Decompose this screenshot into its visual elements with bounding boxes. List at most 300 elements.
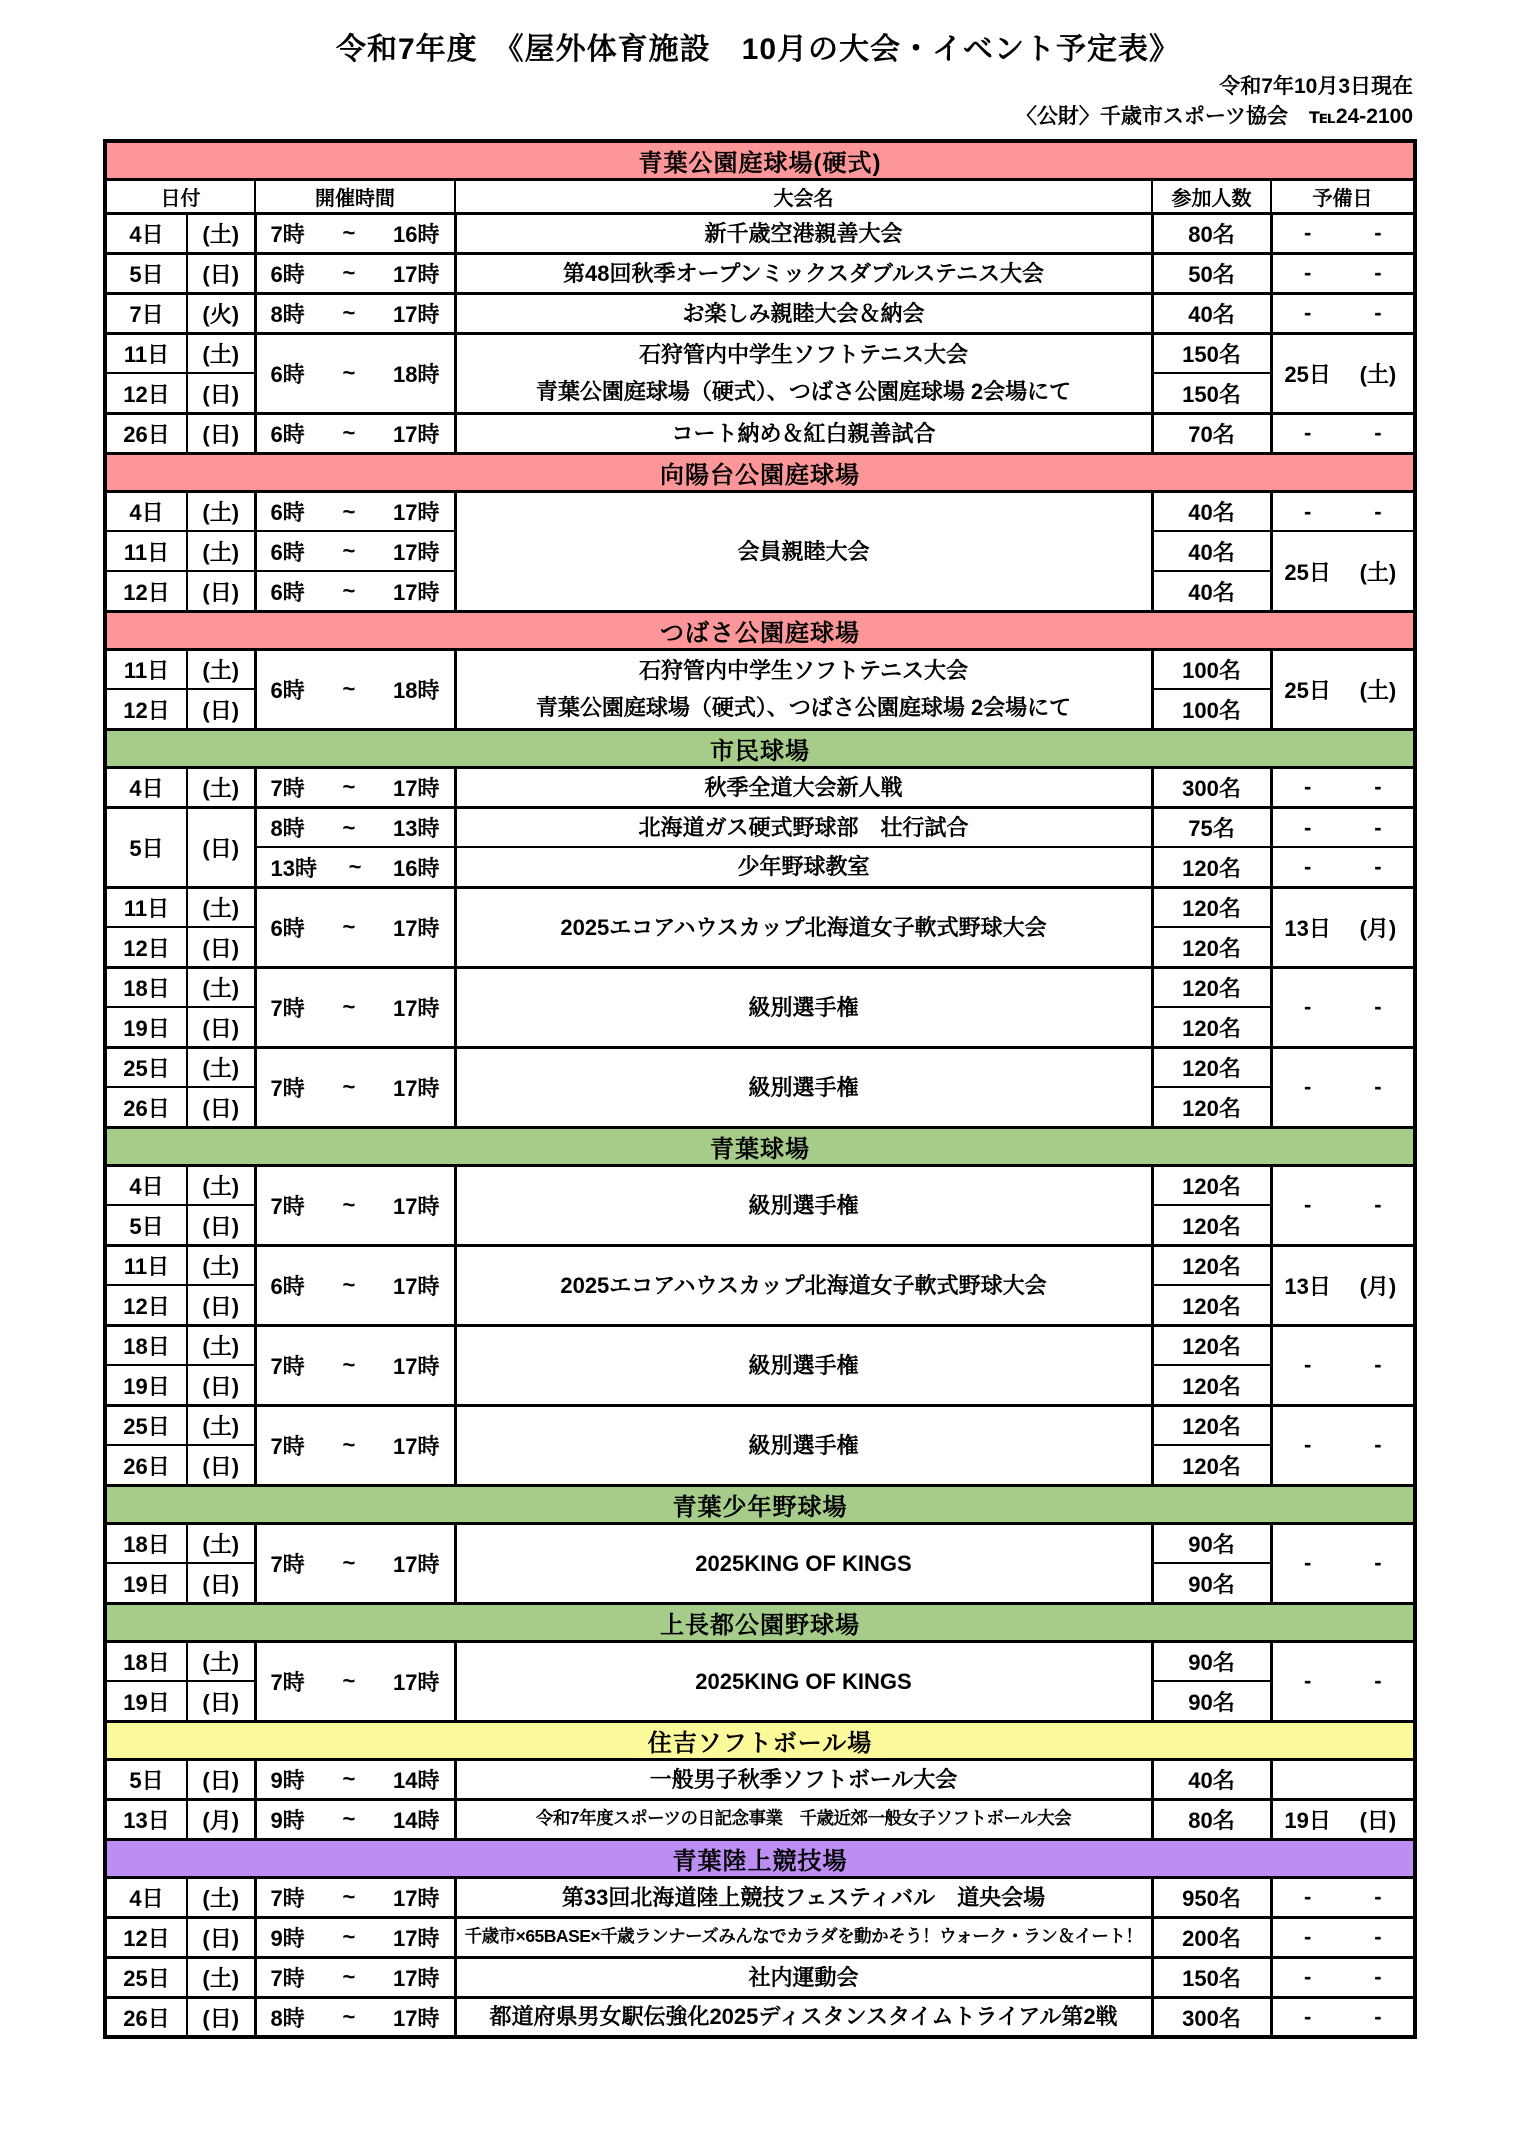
time-separator: ~ bbox=[342, 420, 356, 446]
date-day-cell: 25日 bbox=[105, 1957, 187, 1997]
time-value: 7時 bbox=[270, 1193, 305, 1219]
reserve-part: - bbox=[1374, 2004, 1382, 2030]
participants-cell: 120名 bbox=[1152, 1445, 1271, 1485]
time-separator: ~ bbox=[342, 1806, 356, 1832]
reserve-date-cell bbox=[1271, 1047, 1415, 1127]
reserve-date-cell bbox=[1271, 1641, 1415, 1721]
time-cell bbox=[255, 1799, 455, 1839]
time-value: 17時 bbox=[393, 579, 440, 605]
date-day-cell: 12日 bbox=[105, 689, 187, 729]
reserve-date-cell bbox=[1271, 807, 1415, 847]
date-day-cell: 11日 bbox=[105, 887, 187, 927]
schedule-row bbox=[105, 767, 1415, 807]
reserve-part: - bbox=[1374, 814, 1382, 840]
reserve-part: - bbox=[1303, 1668, 1312, 1694]
schedule-row bbox=[105, 1245, 1415, 1285]
date-weekday-cell: (土) bbox=[187, 1165, 255, 1205]
event-name-cell bbox=[455, 1759, 1152, 1799]
event-name-cell bbox=[455, 413, 1152, 453]
time-separator: ~ bbox=[342, 676, 356, 702]
event-line: 新千歳空港親善大会 bbox=[704, 220, 903, 246]
date-weekday-cell: (土) bbox=[187, 213, 255, 253]
event-name-cell bbox=[455, 491, 1152, 611]
date-weekday-cell: (土) bbox=[187, 1641, 255, 1681]
event-line: 一般男子秋季ソフトボール大会 bbox=[649, 1766, 958, 1792]
time-value: 6時 bbox=[270, 677, 305, 703]
participants-cell: 120名 bbox=[1152, 927, 1271, 967]
date-weekday-cell: (日) bbox=[187, 413, 255, 453]
schedule-row bbox=[105, 1997, 1415, 2037]
time-value: 16時 bbox=[393, 221, 440, 247]
time-value: 17時 bbox=[393, 1353, 440, 1379]
date-weekday-cell: (土) bbox=[187, 491, 255, 531]
event-name-cell bbox=[455, 807, 1152, 847]
event-line: 北海道ガス硬式野球部 壮行試合 bbox=[638, 814, 969, 840]
event-name-cell bbox=[455, 1957, 1152, 1997]
column-header-event: 大会名 bbox=[455, 179, 1152, 213]
reserve-date-cell bbox=[1271, 531, 1415, 611]
participants-cell: 120名 bbox=[1152, 1405, 1271, 1445]
schedule-row bbox=[105, 1523, 1415, 1563]
time-cell bbox=[255, 887, 455, 967]
participants-cell: 150名 bbox=[1152, 373, 1271, 413]
reserve-date-cell bbox=[1271, 491, 1415, 531]
reserve-part: - bbox=[1374, 1432, 1382, 1458]
time-value: 7時 bbox=[270, 1433, 305, 1459]
schedule-row bbox=[105, 253, 1415, 293]
participants-cell: 80名 bbox=[1152, 213, 1271, 253]
time-value: 8時 bbox=[270, 2005, 305, 2031]
event-line: 会員親睦大会 bbox=[737, 538, 870, 564]
date-weekday-cell: (日) bbox=[187, 1205, 255, 1245]
time-value: 9時 bbox=[270, 1807, 305, 1833]
participants-cell: 100名 bbox=[1152, 689, 1271, 729]
event-line: 令和7年度スポーツの日記念事業 千歳近郊一般女子ソフトボール大会 bbox=[535, 1808, 1072, 1829]
participants-cell: 120名 bbox=[1152, 967, 1271, 1007]
time-value: 17時 bbox=[393, 1551, 440, 1577]
event-line: 秋季全道大会新人戦 bbox=[704, 774, 903, 800]
date-day-cell: 18日 bbox=[105, 1523, 187, 1563]
reserve-date-cell bbox=[1271, 253, 1415, 293]
time-separator: ~ bbox=[342, 1192, 356, 1218]
date-weekday-cell: (日) bbox=[187, 1917, 255, 1957]
reserve-part: - bbox=[1374, 498, 1382, 524]
header-right-info bbox=[103, 72, 1413, 133]
time-cell bbox=[255, 1405, 455, 1485]
event-line: 2025KING OF KINGS bbox=[695, 1550, 912, 1576]
date-weekday-cell: (土) bbox=[187, 1405, 255, 1445]
time-value: 17時 bbox=[393, 995, 440, 1021]
reserve-part: (月) bbox=[1359, 1273, 1397, 1299]
reserve-part: (土) bbox=[1359, 361, 1397, 387]
date-day-cell: 4日 bbox=[105, 1877, 187, 1917]
time-value: 6時 bbox=[270, 1273, 305, 1299]
reserve-date-cell bbox=[1271, 413, 1415, 453]
reserve-part: (月) bbox=[1359, 915, 1397, 941]
time-value: 13時 bbox=[393, 816, 440, 842]
schedule-row bbox=[105, 1917, 1415, 1957]
time-cell bbox=[255, 1997, 455, 2037]
participants-cell: 120名 bbox=[1152, 1165, 1271, 1205]
schedule-row bbox=[105, 293, 1415, 333]
date-day-cell: 13日 bbox=[105, 1799, 187, 1839]
time-separator: ~ bbox=[342, 1352, 356, 1378]
time-value: 17時 bbox=[393, 539, 440, 565]
schedule-row bbox=[105, 1325, 1415, 1365]
reserve-date-cell bbox=[1271, 1245, 1415, 1325]
participants-cell: 120名 bbox=[1152, 1047, 1271, 1087]
time-separator: ~ bbox=[342, 1964, 356, 1990]
time-value: 14時 bbox=[393, 1807, 440, 1833]
participants-cell: 120名 bbox=[1152, 1205, 1271, 1245]
time-cell bbox=[255, 253, 455, 293]
time-separator: ~ bbox=[342, 260, 356, 286]
reserve-part: - bbox=[1303, 854, 1312, 880]
event-name-cell bbox=[455, 213, 1152, 253]
event-name-cell bbox=[455, 1165, 1152, 1245]
time-cell bbox=[255, 571, 455, 611]
event-line: お楽しみ親睦大会＆納会 bbox=[682, 300, 925, 326]
time-separator: ~ bbox=[342, 2004, 356, 2030]
time-value: 7時 bbox=[270, 1669, 305, 1695]
date-day-cell: 12日 bbox=[105, 927, 187, 967]
participants-cell: 40名 bbox=[1152, 1759, 1271, 1799]
time-value: 17時 bbox=[393, 1273, 440, 1299]
date-weekday-cell: (日) bbox=[187, 807, 255, 887]
participants-cell: 120名 bbox=[1152, 887, 1271, 927]
date-weekday-cell: (土) bbox=[187, 967, 255, 1007]
column-header-reserve: 予備日 bbox=[1271, 179, 1415, 213]
time-value: 17時 bbox=[393, 1885, 440, 1911]
reserve-part: - bbox=[1374, 774, 1382, 800]
reserve-part: - bbox=[1374, 1668, 1382, 1694]
time-separator: ~ bbox=[342, 1924, 356, 1950]
time-separator: ~ bbox=[342, 994, 356, 1020]
date-day-cell: 5日 bbox=[105, 1205, 187, 1245]
date-day-cell: 11日 bbox=[105, 333, 187, 373]
date-weekday-cell: (土) bbox=[187, 1877, 255, 1917]
event-name-cell bbox=[455, 1245, 1152, 1325]
reserve-date-cell bbox=[1271, 1405, 1415, 1485]
date-weekday-cell: (土) bbox=[187, 1047, 255, 1087]
time-separator: ~ bbox=[342, 1272, 356, 1298]
event-name-cell bbox=[455, 1799, 1152, 1839]
date-day-cell: 25日 bbox=[105, 1047, 187, 1087]
date-day-cell: 4日 bbox=[105, 491, 187, 531]
date-weekday-cell: (日) bbox=[187, 1007, 255, 1047]
date-day-cell: 19日 bbox=[105, 1681, 187, 1721]
reserve-part: - bbox=[1374, 994, 1382, 1020]
schedule-row bbox=[105, 213, 1415, 253]
reserve-part: - bbox=[1374, 1964, 1382, 1990]
date-weekday-cell: (日) bbox=[187, 1445, 255, 1485]
time-value: 7時 bbox=[270, 1353, 305, 1379]
reserve-date-cell bbox=[1271, 333, 1415, 413]
time-value: 17時 bbox=[393, 1193, 440, 1219]
schedule-row bbox=[105, 1957, 1415, 1997]
date-day-cell: 26日 bbox=[105, 413, 187, 453]
event-name-cell bbox=[455, 967, 1152, 1047]
time-value: 17時 bbox=[393, 500, 440, 526]
time-cell bbox=[255, 1245, 455, 1325]
date-weekday-cell: (土) bbox=[187, 1245, 255, 1285]
time-cell bbox=[255, 1165, 455, 1245]
reserve-date-cell bbox=[1271, 1917, 1415, 1957]
participants-cell: 120名 bbox=[1152, 1007, 1271, 1047]
time-cell bbox=[255, 847, 455, 887]
schedule-row bbox=[105, 333, 1415, 373]
event-line: 2025KING OF KINGS bbox=[695, 1668, 912, 1694]
participants-cell: 300名 bbox=[1152, 1997, 1271, 2037]
time-cell bbox=[255, 333, 455, 413]
reserve-part: - bbox=[1303, 300, 1312, 326]
date-weekday-cell: (日) bbox=[187, 1759, 255, 1799]
reserve-part: - bbox=[1303, 1192, 1312, 1218]
time-cell bbox=[255, 491, 455, 531]
time-cell bbox=[255, 1917, 455, 1957]
event-name-cell bbox=[455, 1405, 1152, 1485]
date-day-cell: 12日 bbox=[105, 373, 187, 413]
time-separator: ~ bbox=[342, 774, 356, 800]
time-cell bbox=[255, 213, 455, 253]
event-line: 青葉公園庭球場（硬式）、つばさ公園庭球場 2会場にて bbox=[535, 695, 1072, 721]
date-day-cell: 12日 bbox=[105, 1285, 187, 1325]
reserve-date-cell bbox=[1271, 1957, 1415, 1997]
date-day-cell: 12日 bbox=[105, 571, 187, 611]
section-header: つばさ公園庭球場 bbox=[105, 611, 1415, 649]
date-day-cell: 11日 bbox=[105, 649, 187, 689]
reserve-part: - bbox=[1374, 420, 1382, 446]
date-weekday-cell: (日) bbox=[187, 373, 255, 413]
time-value: 17時 bbox=[393, 1925, 440, 1951]
time-separator: ~ bbox=[342, 1766, 356, 1792]
reserve-date-cell bbox=[1271, 967, 1415, 1047]
time-separator: ~ bbox=[342, 914, 356, 940]
time-value: 7時 bbox=[270, 221, 305, 247]
event-line: 青葉公園庭球場（硬式）、つばさ公園庭球場 2会場にて bbox=[535, 379, 1072, 405]
participants-cell: 200名 bbox=[1152, 1917, 1271, 1957]
event-line: 石狩管内中学生ソフトテニス大会 bbox=[638, 658, 969, 684]
reserve-part: (土) bbox=[1359, 677, 1397, 703]
schedule-row bbox=[105, 1759, 1415, 1799]
reserve-date-cell bbox=[1271, 1325, 1415, 1405]
reserve-date-cell bbox=[1271, 1759, 1415, 1799]
reserve-date-cell bbox=[1271, 887, 1415, 967]
event-line: 第48回秋季オープンミックスダブルステニス大会 bbox=[563, 260, 1044, 286]
participants-cell: 100名 bbox=[1152, 649, 1271, 689]
reserve-part: - bbox=[1303, 1352, 1312, 1378]
reserve-part: - bbox=[1374, 1192, 1382, 1218]
time-value: 18時 bbox=[393, 361, 440, 387]
schedule-table bbox=[103, 139, 1417, 2040]
reserve-part: - bbox=[1303, 1074, 1312, 1100]
date-day-cell: 4日 bbox=[105, 767, 187, 807]
column-header-date: 日付 bbox=[105, 179, 255, 213]
organization-phone-note: 〈公財〉千歳市スポーツ協会 ℡24-2100 bbox=[1015, 105, 1413, 129]
time-separator: ~ bbox=[342, 578, 356, 604]
participants-cell: 150名 bbox=[1152, 333, 1271, 373]
time-value: 7時 bbox=[270, 1551, 305, 1577]
event-line: 級別選手権 bbox=[748, 1352, 859, 1378]
schedule-row bbox=[105, 967, 1415, 1007]
time-value: 17時 bbox=[393, 1075, 440, 1101]
schedule-row bbox=[105, 1877, 1415, 1917]
participants-cell: 90名 bbox=[1152, 1563, 1271, 1603]
reserve-part: - bbox=[1303, 220, 1312, 246]
time-value: 9時 bbox=[270, 1767, 305, 1793]
time-value: 17時 bbox=[393, 301, 440, 327]
participants-cell: 120名 bbox=[1152, 1087, 1271, 1127]
participants-cell: 120名 bbox=[1152, 847, 1271, 887]
time-value: 14時 bbox=[393, 1767, 440, 1793]
event-line: コート納め＆紅白親善試合 bbox=[671, 420, 936, 446]
current-date-note: 令和7年10月3日現在 bbox=[1219, 75, 1413, 98]
section-header: 青葉球場 bbox=[105, 1127, 1415, 1165]
event-name-cell bbox=[455, 649, 1152, 729]
event-name-cell bbox=[455, 253, 1152, 293]
date-weekday-cell: (日) bbox=[187, 689, 255, 729]
time-cell bbox=[255, 413, 455, 453]
column-header-time: 開催時間 bbox=[255, 179, 455, 213]
schedule-row bbox=[105, 1047, 1415, 1087]
participants-cell: 70名 bbox=[1152, 413, 1271, 453]
time-value: 7時 bbox=[270, 1965, 305, 1991]
reserve-part: - bbox=[1374, 300, 1382, 326]
participants-cell: 300名 bbox=[1152, 767, 1271, 807]
reserve-part: 25日 bbox=[1284, 677, 1331, 703]
date-weekday-cell: (土) bbox=[187, 1957, 255, 1997]
event-name-cell bbox=[455, 1997, 1152, 2037]
reserve-part: 13日 bbox=[1284, 915, 1331, 941]
date-weekday-cell: (土) bbox=[187, 333, 255, 373]
date-day-cell: 19日 bbox=[105, 1563, 187, 1603]
reserve-part: 13日 bbox=[1284, 1273, 1331, 1299]
participants-cell: 40名 bbox=[1152, 293, 1271, 333]
event-name-cell bbox=[455, 1523, 1152, 1603]
time-value: 16時 bbox=[393, 855, 440, 881]
column-header-participants: 参加人数 bbox=[1152, 179, 1271, 213]
schedule-row bbox=[105, 1405, 1415, 1445]
time-separator: ~ bbox=[342, 220, 356, 246]
time-separator: ~ bbox=[342, 498, 356, 524]
date-weekday-cell: (日) bbox=[187, 253, 255, 293]
reserve-part: 19日 bbox=[1284, 1807, 1331, 1833]
participants-cell: 120名 bbox=[1152, 1245, 1271, 1285]
schedule-row bbox=[105, 807, 1415, 847]
time-value: 6時 bbox=[270, 579, 305, 605]
date-weekday-cell: (月) bbox=[187, 1799, 255, 1839]
time-value: 9時 bbox=[270, 1925, 305, 1951]
section-header: 青葉陸上競技場 bbox=[105, 1839, 1415, 1877]
event-line: 都道府県男女駅伝強化2025ディスタンスタイムトライアル第2戦 bbox=[489, 2004, 1118, 2030]
reserve-part: - bbox=[1374, 1074, 1382, 1100]
reserve-part: - bbox=[1374, 220, 1382, 246]
reserve-part: - bbox=[1374, 854, 1382, 880]
date-weekday-cell: (土) bbox=[187, 1325, 255, 1365]
time-cell bbox=[255, 807, 455, 847]
time-value: 13時 bbox=[270, 855, 317, 881]
time-value: 17時 bbox=[393, 1965, 440, 1991]
participants-cell: 120名 bbox=[1152, 1365, 1271, 1405]
reserve-part: - bbox=[1303, 1884, 1312, 1910]
reserve-part: - bbox=[1303, 420, 1312, 446]
reserve-date-cell bbox=[1271, 767, 1415, 807]
time-value: 6時 bbox=[270, 500, 305, 526]
time-value: 6時 bbox=[270, 261, 305, 287]
time-value: 17時 bbox=[393, 421, 440, 447]
time-cell bbox=[255, 1523, 455, 1603]
section-header: 青葉少年野球場 bbox=[105, 1485, 1415, 1523]
time-value: 6時 bbox=[270, 361, 305, 387]
section-header: 向陽台公園庭球場 bbox=[105, 453, 1415, 491]
date-day-cell: 11日 bbox=[105, 1245, 187, 1285]
date-day-cell: 26日 bbox=[105, 1445, 187, 1485]
date-day-cell: 19日 bbox=[105, 1007, 187, 1047]
date-day-cell: 25日 bbox=[105, 1405, 187, 1445]
document-header bbox=[0, 0, 1513, 139]
time-cell bbox=[255, 1047, 455, 1127]
reserve-date-cell bbox=[1271, 1799, 1415, 1839]
reserve-part: - bbox=[1303, 260, 1312, 286]
event-line: 石狩管内中学生ソフトテニス大会 bbox=[638, 342, 969, 368]
reserve-part: - bbox=[1303, 1432, 1312, 1458]
schedule-row bbox=[105, 413, 1415, 453]
date-day-cell: 5日 bbox=[105, 807, 187, 887]
time-value: 6時 bbox=[270, 915, 305, 941]
participants-cell: 40名 bbox=[1152, 531, 1271, 571]
participants-cell: 90名 bbox=[1152, 1523, 1271, 1563]
time-cell bbox=[255, 1877, 455, 1917]
event-line: 社内運動会 bbox=[748, 1964, 859, 1990]
schedule-row bbox=[105, 649, 1415, 689]
time-value: 7時 bbox=[270, 1075, 305, 1101]
event-line: 2025エコアハウスカップ北海道女子軟式野球大会 bbox=[560, 1272, 1047, 1298]
event-name-cell bbox=[455, 1917, 1152, 1957]
time-separator: ~ bbox=[342, 1432, 356, 1458]
date-day-cell: 4日 bbox=[105, 213, 187, 253]
participants-cell: 120名 bbox=[1152, 1325, 1271, 1365]
reserve-part: - bbox=[1303, 814, 1312, 840]
date-weekday-cell: (火) bbox=[187, 293, 255, 333]
participants-cell: 150名 bbox=[1152, 1957, 1271, 1997]
event-name-cell bbox=[455, 333, 1152, 413]
reserve-date-cell bbox=[1271, 847, 1415, 887]
time-separator: ~ bbox=[342, 300, 356, 326]
reserve-part: - bbox=[1374, 1884, 1382, 1910]
date-weekday-cell: (日) bbox=[187, 1087, 255, 1127]
participants-cell: 80名 bbox=[1152, 1799, 1271, 1839]
time-value: 8時 bbox=[270, 816, 305, 842]
time-separator: ~ bbox=[342, 1884, 356, 1910]
reserve-part: - bbox=[1303, 498, 1312, 524]
date-day-cell: 7日 bbox=[105, 293, 187, 333]
time-value: 8時 bbox=[270, 301, 305, 327]
participants-cell: 50名 bbox=[1152, 253, 1271, 293]
event-line: 第33回北海道陸上競技フェスティバル 道央会場 bbox=[561, 1884, 1046, 1910]
reserve-part: (土) bbox=[1359, 559, 1397, 585]
date-day-cell: 4日 bbox=[105, 1165, 187, 1205]
date-day-cell: 11日 bbox=[105, 531, 187, 571]
time-value: 17時 bbox=[393, 1433, 440, 1459]
section-header: 青葉公園庭球場(硬式) bbox=[105, 141, 1415, 180]
reserve-date-cell bbox=[1271, 1877, 1415, 1917]
time-separator: ~ bbox=[342, 1550, 356, 1576]
date-weekday-cell: (日) bbox=[187, 1285, 255, 1325]
time-cell bbox=[255, 649, 455, 729]
date-weekday-cell: (土) bbox=[187, 767, 255, 807]
event-line: 級別選手権 bbox=[748, 1432, 859, 1458]
time-separator: ~ bbox=[342, 538, 356, 564]
